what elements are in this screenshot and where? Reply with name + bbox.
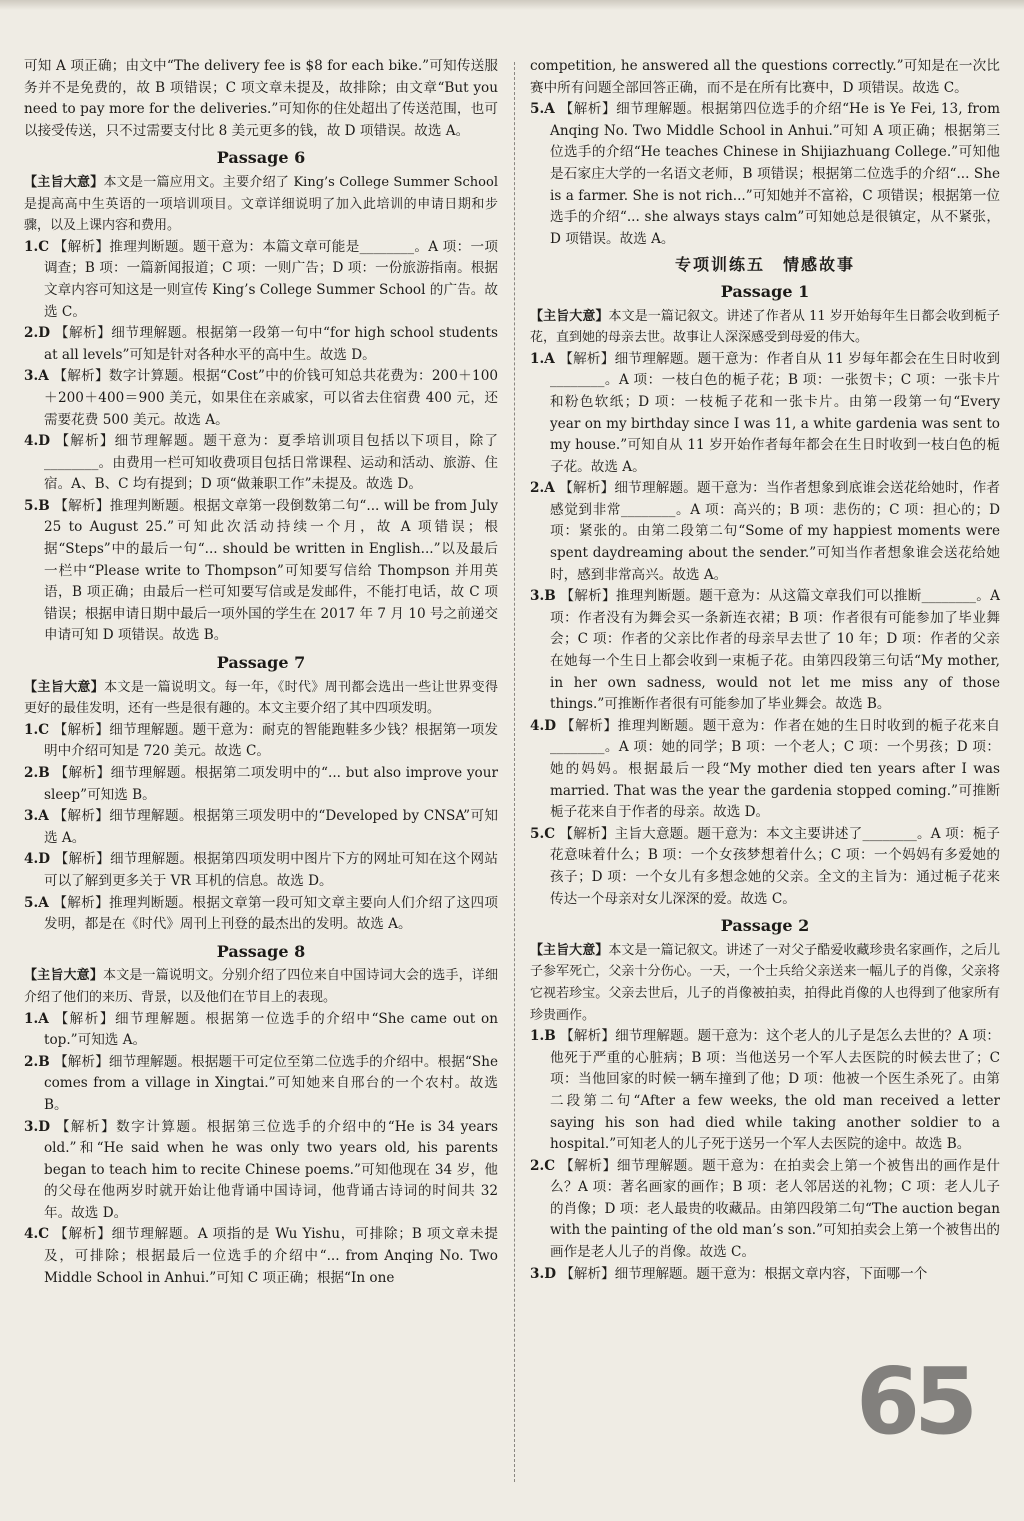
- answer-item: [24, 763, 498, 806]
- summary-tag: 【主旨大意】: [530, 942, 609, 958]
- answer-explanation: 【解析】细节理解题。A 项指的是 Wu Yishu，可排除；B 项文章未提及，可排除；根据最后一位选手的介绍中“... from Anqing No. Two Middle School in Anhui.”可知 C 项正确；根据“In one: [44, 1226, 498, 1286]
- summary-text: 本文是一篇应用文。主要介绍了 King’s College Summer School 是提高高中生英语的一项培训项目。文章详细说明了加入此培训的申请日期和步骤，以及上课内容和费用。: [24, 174, 498, 234]
- answer-explanation: 【解析】细节理解题。题干意为：这个老人的儿子是怎么去世的？A 项：他死于严重的心脏病；B 项：当他送另一个军人去医院的时候去世了；C 项：当他回家的时候一辆车撞到了他；D 项：他被一个医生杀死了。由第二段第二句“After a few weeks, the old man received a letter saying his son had died while taking another soldier to a hospital.”可知老人的儿子死于送另一个军人去医院的途中。故选 B。: [550, 1028, 1000, 1153]
- answer-explanation: 【解析】细节理解题。题干意为：耐克的智能跑鞋多少钱？根据第一项发明中介绍可知是 720 美元。故选 C。: [44, 721, 498, 760]
- summary-text: 本文是一篇记叙文。讲述了作者从 11 岁开始每年生日都会收到栀子花，直到她的母亲去世。故事让人深深感受到母爱的伟大。: [530, 308, 1000, 346]
- answer-item: [24, 849, 498, 892]
- passage-7-summary: [24, 677, 498, 720]
- answer-explanation: 【解析】推理判断题。题干意为：本篇文章可能是________。A 项：一项调查；B 项：一篇新闻报道；C 项：一则广告；D 项：一份旅游指南。根据文章内容可知这是一则宣传 King’s College Summer School 的广告。故选 C。: [44, 238, 498, 320]
- answer-explanation: 【解析】细节理解题。根据第二项发明中的“... but also improve your sleep”可知选 B。: [44, 765, 498, 803]
- answer-explanation: 【解析】推理判断题。题干意为：从这篇文章我们可以推断________。A 项：作者没有为舞会买一条新连衣裙；B 项：作者很有可能参加了毕业舞会；C 项：作者的父亲比作者的母亲早去世了 10 年；D 项：作者的父亲在她每一个生日上都会收到一束栀子花。由第四段第三句话“My mother, in her own sadness, would not let me miss any of those things.”可推断作者很有可能参加了毕业舞会。故选 B。: [550, 588, 1000, 713]
- answer-number: 5.A: [24, 894, 49, 911]
- answer-number: 2.B: [24, 765, 50, 781]
- answer-number: 1.A: [530, 350, 555, 367]
- answer-number: 4.C: [24, 1226, 50, 1243]
- answer-item: [24, 1224, 498, 1289]
- passage-1-summary: [530, 306, 1000, 349]
- answer-explanation: 【解析】主旨大意题。题干意为：本文主要讲述了________。A 项：栀子花意味着什么；B 项：一个女孩梦想着什么；C 项：一个妈妈有多爱她的孩子；D 项：一个女儿有多想念她的父亲。全文的主旨为：通过栀子花来传达一个母亲对女儿深深的爱。故选 C。: [550, 825, 1000, 907]
- right-column: [530, 56, 1000, 1285]
- continuation-paragraph: 可知 A 项正确；由文中“The delivery fee is $8 for each bike.”可知传送服务并不是免费的，故 B 项错误；C 项文章未提及，故排除；由文章“But you need to pay more for the deliveries.”可知你的住处超出了传送范围，也可以接受传送，只不过需要支付比 8 美元更多的钱，故 D 项错误。故选 A。: [24, 58, 498, 139]
- answer-item: [24, 431, 498, 496]
- answer-number: 4.D: [24, 851, 50, 868]
- answer-number: 3.D: [24, 1118, 50, 1135]
- summary-text: 本文是一篇说明文。分别介绍了四位来自中国诗词大会的选手，详细介绍了他们的来历、背景，以及他们在节目上的表现。: [24, 968, 498, 1005]
- answer-explanation: 【解析】细节理解题。根据题干可定位至第二位选手的介绍中。根据“She comes from a village in Xingtai.”可知她来自邢台的一个农村。故选 B。: [44, 1053, 498, 1113]
- passage-7-heading: Passage 7: [216, 653, 306, 673]
- passage-2-heading: Passage 2: [720, 916, 810, 936]
- answer-explanation: 【解析】数字计算题。根据第三位选手的介绍中的“He is 34 years old.”和“He said when he was only two years old, his parents began to teach him to recite Chinese poems.”可知他现在 34 岁，他的父母在他两岁时就开始让他背诵中国诗词，他背诵古诗词的时间共 32 年。故选 D。: [44, 1118, 498, 1221]
- answer-item: [530, 99, 1000, 250]
- summary-tag: 【主旨大意】: [24, 968, 104, 984]
- answer-number: 2.B: [24, 1053, 50, 1070]
- answer-item: [24, 1009, 498, 1052]
- answer-number: 1.B: [530, 1028, 556, 1045]
- answer-explanation: 【解析】推理判断题。题干意为：作者在她的生日时收到的栀子花来自________。A 项：她的同学；B 项：一个老人；C 项：一个男孩；D 项：她的妈妈。根据最后一段“My mother died ten years after I was married. That was the year the gardenia stopped coming.”可推断栀子花来自于作者的母亲。故选 D。: [550, 717, 1001, 821]
- answer-number: 5.A: [530, 101, 555, 118]
- answer-item: [24, 806, 498, 849]
- answer-number: 4.D: [530, 717, 556, 734]
- section-title: 专项训练五 情感故事: [674, 255, 855, 275]
- answer-item: [24, 1052, 498, 1117]
- left-column: [24, 56, 498, 1289]
- answer-number: 3.A: [24, 368, 49, 385]
- answer-item: [530, 1264, 1000, 1286]
- answer-item: [530, 1026, 1000, 1156]
- answer-number: 3.D: [530, 1265, 556, 1282]
- answer-explanation: 【解析】细节理解题。题干意为：作者自从 11 岁每年都会在生日时收到________。A 项：一枝白色的栀子花；B 项：一张贺卡；C 项：一张卡片和粉色软纸；D 项：一枝栀子花和一张卡片。由第一段第一句“Every year on my birthday since I was 11, a white gardenia was sent to my house.”可知自从 11 岁开始作者每年都会在生日时收到一枝白色的栀子花。故选 A。: [550, 350, 1000, 475]
- answer-explanation: 【解析】细节理解题。题干意为：在拍卖会上第一个被售出的画作是什么？A 项：著名画家的画作；B 项：老人邻居送的礼物；C 项：老人儿子的肖像；D 项：老人最贵的收藏品。由第四段第二句“The auction began with the painting of the old man’s son.”可知拍卖会上第一个被售出的画作是老人儿子的肖像。故选 C。: [550, 1157, 1001, 1261]
- answer-item: [24, 1117, 498, 1225]
- answer-number: 3.B: [530, 588, 556, 605]
- answer-item: [24, 323, 498, 366]
- answer-explanation: 【解析】细节理解题。题干意为：当作者想象到底谁会送花给她时，作者感觉到非常________。A 项：高兴的；B 项：悲伤的；C 项：担心的；D 项：紧张的。由第二段第二句“Some of my happiest moments were spent daydreaming about the sender.”可知当作者想象谁会送花给她时，感到非常高兴。故选 A。: [550, 480, 1000, 583]
- answer-explanation: 【解析】细节理解题。根据第一位选手的介绍中“She came out on top.”可知选 A。: [44, 1010, 498, 1049]
- passage-6-summary: [24, 172, 498, 237]
- answer-explanation: 【解析】细节理解题。根据第三项发明中的“Developed by CNSA”可知选 A。: [44, 808, 499, 846]
- answer-item: [24, 237, 498, 323]
- answer-explanation: 【解析】细节理解题。根据第四位选手的介绍“He is Ye Fei, 13, from Anqing No. Two Middle School in Anhui.”可知 A 项正确；根据第三位选手的介绍“He teaches Chinese in Shijiazhuang College.”可知他是石家庄大学的一名语文老师，B 项错误；根据第二位选手的介绍“... She is a farmer. She is not rich...”可知她并不富裕，C 项错误；根据第一位选手的介绍“... she always stays calm”可知她总是很镇定，从不紧张，D 项错误。故选 A。: [550, 101, 1000, 247]
- answer-explanation: 【解析】细节理解题。题干意为：夏季培训项目包括以下项目，除了________。由费用一栏可知收费项目包括日常课程、运动和活动、旅游、住宿。A、B、C 均有提到；D 项“做兼职工作”未提及。故选 D。: [44, 433, 499, 493]
- answer-item: [24, 496, 498, 647]
- answer-item: [530, 824, 1000, 910]
- summary-text: 本文是一篇说明文。每一年，《时代》周刊都会选出一些让世界变得更好的最佳发明，还有一些是很有趣的。本文主要介绍了其中四项发明。: [24, 679, 498, 717]
- answer-explanation: 【解析】细节理解题。根据第四项发明中图片下方的网址可知在这个网站可以了解到更多关于 VR 耳机的信息。故选 D。: [44, 851, 498, 889]
- answer-explanation: 【解析】推理判断题。根据文章第一段倒数第二句“... will be from July 25 to August 25.”可知此次活动持续一个月，故 A 项错误；根据“Steps”中的最后一句“... should be written in English...”以及最后一栏中“Please write to Thompson”可知要写信给 Thompson 并用英语，B 项正确；由最后一栏可知要写信或是发邮件，不能打电话，故 C 项错误；根据申请日期中最后一项外国的学生在 2017 年 7 月 10 号之前递交申请可知 D 项错误。故选 B。: [44, 497, 498, 644]
- answer-item: [24, 366, 498, 431]
- passage-8-summary: [24, 965, 498, 1008]
- answer-item: [24, 720, 498, 763]
- answer-explanation: 【解析】数字计算题。根据“Cost”中的价钱可知总共花费为：200＋100＋200＋400＝900 美元，如果住在亲戚家，可以省去住宿费 400 元，还需要花费 500 美元。故选 A。: [44, 368, 498, 428]
- answer-number: 5.B: [24, 497, 50, 514]
- page-top-edge: [0, 0, 1024, 10]
- answer-item: [530, 586, 1000, 716]
- passage-2-summary: [530, 940, 1000, 1026]
- column-divider: [514, 62, 515, 1482]
- summary-text: 本文是一篇记叙文。讲述了一对父子酷爱收藏珍贵名家画作，之后儿子参军死亡，父亲十分伤心。一天，一个士兵给父亲送来一幅儿子的肖像，父亲将它视若珍宝。父亲去世后，儿子的肖像被拍卖，拍得此肖像的人也得到了他家所有珍贵画作。: [530, 942, 1000, 1023]
- passage-6-heading: Passage 6: [216, 148, 306, 168]
- answer-item: [530, 478, 1000, 586]
- summary-tag: 【主旨大意】: [24, 174, 104, 190]
- summary-tag: 【主旨大意】: [530, 308, 609, 324]
- answer-number: 3.A: [24, 808, 49, 825]
- answer-item: [24, 893, 498, 936]
- answer-number: 2.C: [530, 1157, 556, 1174]
- answer-number: 4.D: [24, 433, 50, 450]
- answer-number: 2.A: [530, 480, 555, 497]
- answer-explanation: 【解析】细节理解题。根据第一段第一句中“for high school students at all levels”可知是针对各种水平的高中生。故选 D。: [44, 325, 498, 363]
- answer-item: [530, 716, 1000, 824]
- passage-8-heading: Passage 8: [216, 941, 306, 961]
- page-number: 65: [855, 1348, 972, 1455]
- summary-tag: 【主旨大意】: [24, 679, 105, 695]
- answer-number: 1.C: [24, 238, 50, 255]
- answer-number: 1.A: [24, 1010, 49, 1027]
- answer-number: 1.C: [24, 721, 50, 738]
- answer-number: 5.C: [530, 825, 556, 842]
- passage-1-heading: Passage 1: [720, 281, 810, 301]
- answer-explanation: 【解析】推理判断题。根据文章第一段可知文章主要向人们介绍了这四项发明，都是在《时代》周刊上刊登的最杰出的发明。故选 A。: [44, 894, 498, 933]
- answer-explanation: 【解析】细节理解题。题干意为：根据文章内容，下面哪一个: [560, 1265, 928, 1282]
- answer-item: [530, 349, 1000, 479]
- answer-item: [530, 1156, 1000, 1264]
- continuation-paragraph: competition, he answered all the questions correctly.”可知是在一次比赛中所有问题全部回答正确，而不是在所有比赛中，D 项错误。故选 C。: [530, 58, 1000, 96]
- answer-number: 2.D: [24, 325, 50, 342]
